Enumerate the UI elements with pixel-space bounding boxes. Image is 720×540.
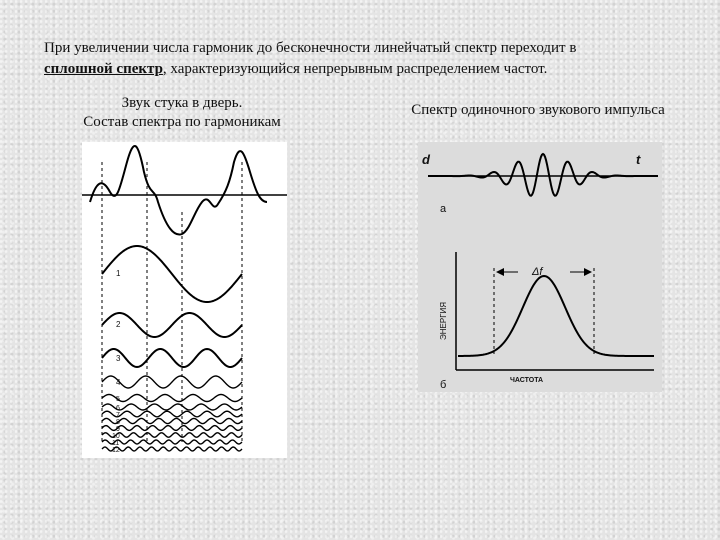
time-label: t xyxy=(636,152,641,167)
harmonic-wave xyxy=(102,395,242,402)
harmonic-wave xyxy=(102,246,242,302)
harmonic-wave xyxy=(102,376,242,388)
top-axis-label: d xyxy=(422,152,430,167)
harmonic-wave xyxy=(102,440,242,444)
harmonics-svg xyxy=(82,142,287,458)
harmonic-label: 4 xyxy=(116,378,121,387)
energy-axis-label: ЭНЕРГИЯ xyxy=(439,301,448,340)
harmonic-label: 7 xyxy=(116,412,120,419)
period-guide-lines xyxy=(102,162,242,442)
harmonic-label: 2 xyxy=(116,320,121,329)
harmonic-wave xyxy=(102,411,242,417)
harmonic-labels xyxy=(112,269,121,454)
harmonics-figure xyxy=(82,142,287,458)
spectrum-subplot xyxy=(439,252,654,391)
harmonic-wave xyxy=(102,313,242,337)
harmonic-wave xyxy=(102,404,242,410)
left-caption-line-2: Состав спектра по гармоникам xyxy=(83,114,281,130)
harmonic-label: 9 xyxy=(116,426,120,433)
panel-a-label: a xyxy=(440,203,447,215)
harmonic-label: 8 xyxy=(116,419,120,426)
harmonic-label: 12 xyxy=(112,447,120,454)
harmonic-label: 11 xyxy=(112,440,120,447)
harmonic-label: 10 xyxy=(112,433,120,440)
harmonic-label: 5 xyxy=(116,396,120,403)
intro-term: сплошной спектр xyxy=(44,61,163,77)
pulse-spectrum-svg xyxy=(418,142,662,392)
intro-line-2: , характеризующийся непрерывным распределением частот. xyxy=(162,61,548,77)
right-figure-caption: Спектр одиночного звукового импульса xyxy=(411,102,665,118)
pulse-waveform xyxy=(428,154,658,196)
harmonic-waves xyxy=(102,246,242,451)
spectrum-curve xyxy=(458,276,654,356)
pulse-spectrum-figure xyxy=(418,142,662,392)
panel-b-label: б xyxy=(440,379,447,391)
harmonic-wave xyxy=(102,433,242,437)
arrowhead-right xyxy=(584,268,592,276)
intro-paragraph xyxy=(44,38,694,80)
left-figure-caption xyxy=(48,94,316,132)
pulse-subplot xyxy=(422,152,658,215)
harmonic-label: 3 xyxy=(116,354,121,363)
harmonic-wave xyxy=(102,426,242,431)
frequency-axis-label: ЧАСТОТА xyxy=(510,377,544,384)
harmonic-wave xyxy=(102,349,242,367)
harmonic-label: 6 xyxy=(116,405,120,412)
knock-waveform xyxy=(90,146,267,235)
arrowhead-left xyxy=(496,268,504,276)
harmonic-wave xyxy=(102,447,242,451)
harmonic-label: 1 xyxy=(116,269,121,278)
bandwidth-label: Δf xyxy=(532,266,543,278)
intro-line-1: При увеличении числа гармоник до бесконечности линейчатый спектр переходит в xyxy=(44,40,577,56)
left-caption-line-1: Звук стука в дверь. xyxy=(121,95,243,111)
harmonic-wave xyxy=(102,418,242,423)
